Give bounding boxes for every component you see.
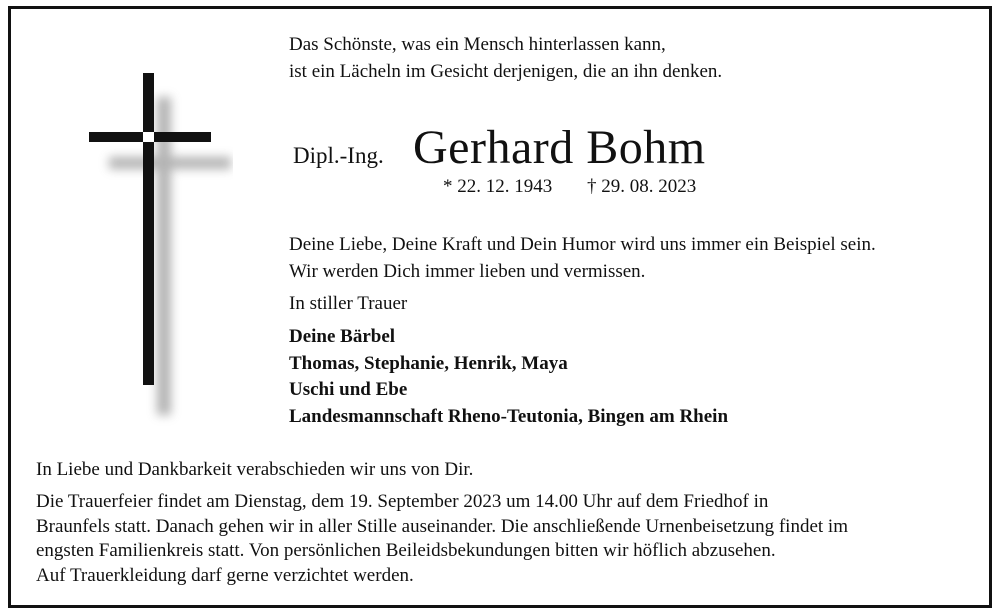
life-dates	[443, 176, 696, 198]
ceremony-line: Die Trauerfeier findet am Dienstag, dem 19. September 2023 um 14.00 Uhr auf dem Friedhof in	[36, 491, 769, 512]
death-date: † 29. 08. 2023	[587, 176, 697, 197]
obituary-frame	[8, 6, 992, 608]
mourner-name: Uschi und Ebe	[289, 379, 408, 400]
tribute-line: Deine Liebe, Deine Kraft und Dein Humor wird uns immer ein Beispiel sein.	[289, 234, 876, 255]
tribute-line: Wir werden Dich immer lieben und vermissen.	[289, 261, 646, 282]
quote-line: ist ein Lächeln im Gesicht derjenigen, die an ihn denken.	[289, 61, 723, 82]
deceased-name: Gerhard Bohm	[413, 121, 706, 174]
ceremony-line: Auf Trauerkleidung darf gerne verzichtet werden.	[36, 564, 414, 586]
memorial-quote	[289, 31, 722, 85]
academic-title: Dipl.-Ing.	[293, 143, 384, 168]
birth-date: * 22. 12. 1943	[443, 176, 553, 197]
mourner-name: Landesmannschaft Rheno-Teutonia, Bingen am Rhein	[289, 405, 729, 427]
ceremony-line: engsten Familienkreis statt. Von persönlichen Beileidsbekundungen bitten wir höflich abzusehen.	[36, 540, 776, 561]
quote-line: Das Schönste, was ein Mensch hinterlassen kann,	[289, 34, 666, 55]
ceremony-line: Braunfels statt. Danach gehen wir in aller Stille auseinander. Die anschließende Urnenbeisetzung findet im	[36, 515, 848, 537]
mourning-intro: In stiller Trauer	[289, 293, 408, 314]
mourners-list	[289, 324, 728, 430]
mourner-name: Thomas, Stephanie, Henrik, Maya	[289, 352, 568, 374]
ceremony-details	[36, 490, 848, 588]
farewell-text: In Liebe und Dankbarkeit verabschieden wir uns von Dir.	[36, 459, 474, 480]
cross-icon	[73, 67, 233, 427]
mourner-name: Deine Bärbel	[289, 326, 396, 347]
tribute-text	[289, 231, 876, 285]
